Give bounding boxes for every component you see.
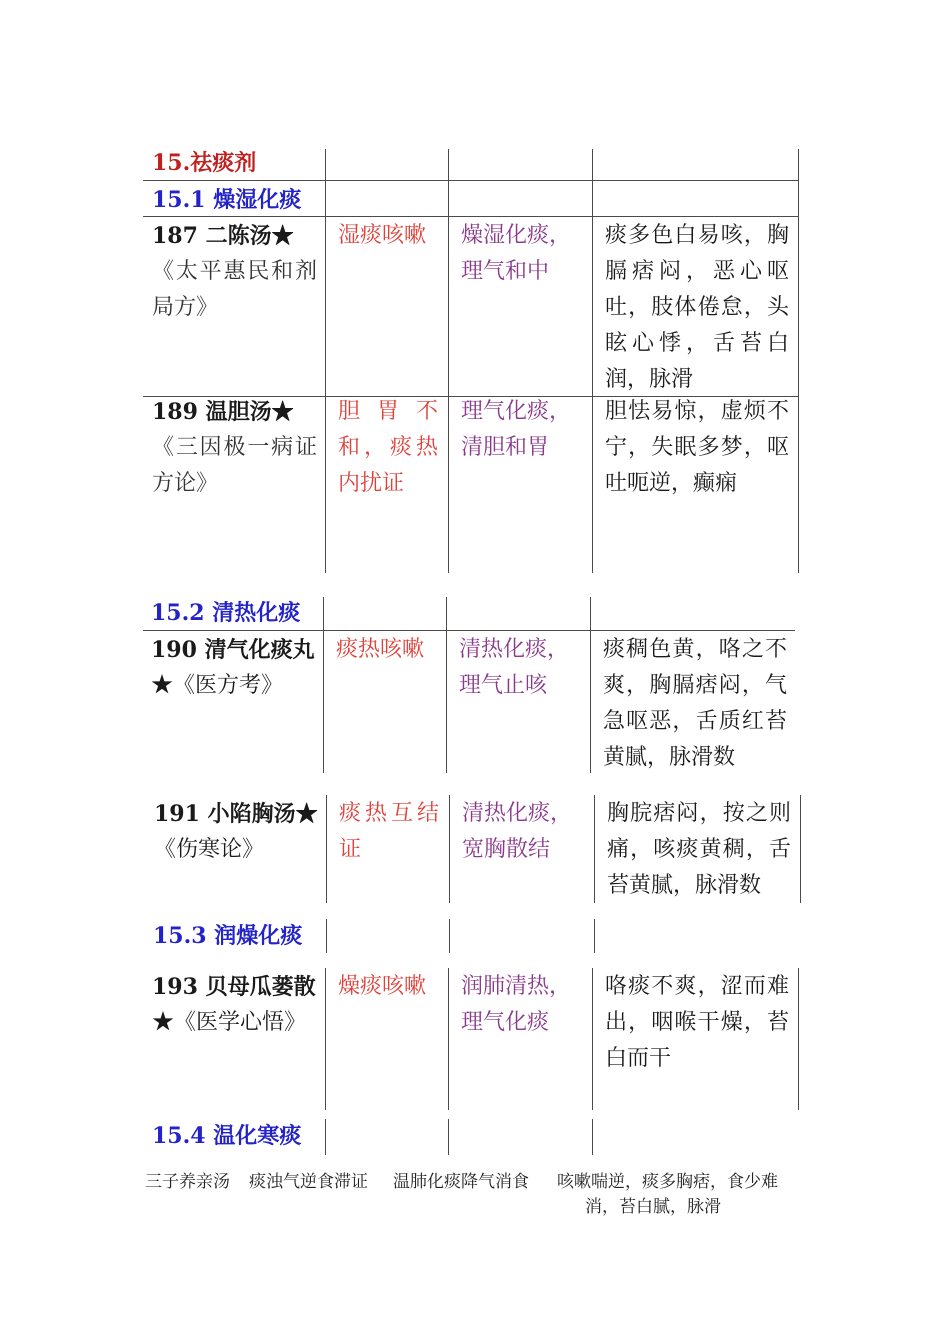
table-row	[154, 796, 322, 868]
syndrome-cell: 痰热互结证	[339, 801, 439, 862]
symptoms-cell: 胸脘痞闷，按之则痛，咳痰黄稠，舌苔黄腻，脉滑数	[607, 801, 791, 898]
method-cell: 燥湿化痰，理气和中	[461, 223, 572, 284]
footer-symptoms-line2: 消，苔白腻，脉滑	[585, 1197, 721, 1217]
grid-line	[798, 149, 799, 573]
grid-line	[446, 597, 447, 773]
symptoms-cell: 痰稠色黄，咯之不爽，胸膈痞闷，气急呕恶，舌质红苔黄腻，脉滑数	[603, 637, 787, 770]
grid-line	[449, 795, 450, 903]
symptoms-cell: 咯痰不爽，涩而难出，咽喉干燥，苔白而干	[605, 974, 789, 1071]
formula-source: 《太平惠民和剂局方》	[152, 259, 317, 320]
method-cell: 润肺清热，理气化痰	[461, 974, 572, 1035]
formula-source: 《三因极一病证方论》	[152, 435, 317, 496]
grid-line	[323, 597, 324, 773]
table-row	[152, 218, 317, 326]
method-cell: 清热化痰，宽胸散结	[462, 801, 573, 862]
syndrome-cell: 痰热咳嗽	[336, 637, 425, 662]
grid-line	[449, 919, 450, 953]
table-row	[151, 632, 319, 704]
footer-syndrome: 痰浊气逆食滞证	[249, 1172, 368, 1192]
grid-line	[798, 968, 799, 1110]
grid-line	[590, 597, 591, 773]
table-row	[152, 969, 320, 1041]
grid-line	[326, 795, 327, 903]
formula-name: 193 贝母瓜蒌散	[152, 974, 316, 1000]
chapter-title: 15.祛痰剂	[152, 150, 257, 176]
footer-symptoms-line1: 咳嗽喘逆，痰多胸痞，食少难	[557, 1172, 778, 1192]
grid-line	[326, 919, 327, 953]
grid-line	[325, 968, 326, 1110]
section-title: 15.4 温化寒痰	[152, 1123, 302, 1149]
syndrome-cell: 湿痰咳嗽	[338, 223, 427, 248]
formula-name: 190 清气化痰丸	[151, 637, 315, 663]
formula-source: ★《医方考》	[151, 673, 284, 698]
formula-name: 187 二陈汤★	[152, 223, 294, 249]
grid-line	[800, 795, 801, 903]
footer-name: 三子养亲汤	[145, 1172, 230, 1192]
symptoms-cell: 痰多色白易咳，胸膈痞闷，恶心呕吐，肢体倦怠，头眩心悸，舌苔白润，脉滑	[605, 223, 789, 392]
grid-line	[592, 968, 593, 1110]
grid-line	[594, 919, 595, 953]
syndrome-cell: 胆胃不和，痰热内扰证	[338, 399, 438, 496]
section-title: 15.3 润燥化痰	[153, 923, 303, 949]
formula-name: 189 温胆汤★	[152, 399, 294, 425]
formula-source: ★《医学心悟》	[152, 1010, 307, 1035]
table-row	[152, 394, 317, 502]
formula-name: 191 小陷胸汤★	[154, 801, 318, 827]
symptoms-cell: 胆怯易惊，虚烦不宁，失眠多梦，呕吐呃逆，癫痫	[605, 399, 789, 496]
grid-line	[592, 149, 593, 573]
grid-line	[594, 795, 595, 903]
syndrome-cell: 燥痰咳嗽	[338, 974, 427, 999]
grid-line	[448, 1119, 449, 1155]
method-cell: 清热化痰，理气止咳	[459, 637, 570, 698]
footer-method: 温肺化痰降气消食	[393, 1172, 529, 1192]
section-title: 15.1 燥湿化痰	[152, 187, 302, 213]
grid-line	[325, 149, 326, 573]
grid-line	[448, 968, 449, 1110]
grid-line	[448, 149, 449, 573]
formula-source: 《伤寒论》	[154, 837, 265, 862]
grid-line	[592, 1119, 593, 1155]
section-title: 15.2 清热化痰	[151, 600, 301, 626]
method-cell: 理气化痰，清胆和胃	[461, 399, 572, 460]
grid-line	[325, 1119, 326, 1155]
